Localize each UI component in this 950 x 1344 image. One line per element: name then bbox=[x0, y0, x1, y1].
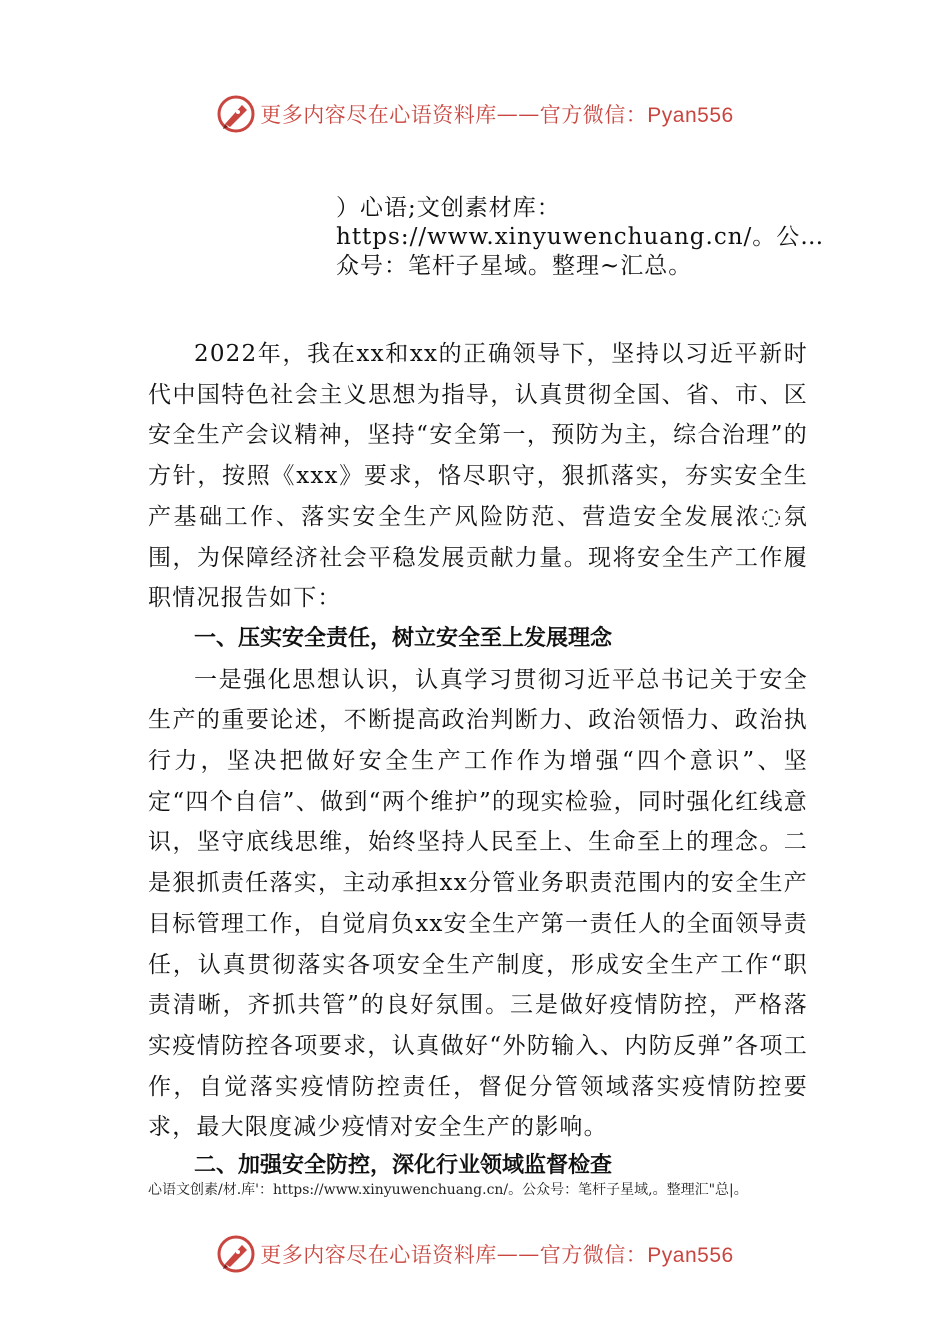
banner-separator: —— bbox=[496, 1242, 540, 1266]
footnote: 心语文创素/材.库'：https://www.xinyuwenchuang.cn/。公众号：笔杆子星域,。整理汇"总|。 bbox=[148, 1182, 748, 1198]
banner-text: 更多内容尽在心语资料库 bbox=[260, 1243, 497, 1267]
intro-paragraph: 2022年，我在xx和xx的正确领导下，坚持以习近平新时代中国特色社会主义思想为指导，认真贯彻全国、省、市、区安全生产会议精神，坚持“安全第一，预防为主，综合治理”的方针，按照《xxx》要求，恪尽职守，狠抓落实，夯实安全生产基础工作、落实安全生产风险防范、营造安全发展浓◌氛围，为保障经济社会平稳发展贡献力量。现将安全生产工作履职情况报告如下： bbox=[148, 341, 808, 612]
banner-text: 更多内容尽在心语资料库 bbox=[260, 103, 497, 127]
pen-nib-icon bbox=[216, 94, 256, 134]
footer-banner bbox=[0, 1230, 950, 1278]
reference-note: ）心语;文创素材库：https://www.xinyuwenchuang.cn/。公…众号：笔杆子星域。整理~汇总。 bbox=[336, 195, 825, 279]
banner-separator: —— bbox=[496, 102, 540, 126]
section-1-body: 一是强化思想认识，认真学习贯彻习近平总书记关于安全生产的重要论述，不断提高政治判断力、政治领悟力、政治执行力，坚决把做好安全生产工作作为增强“四个意识”、坚定“四个自信”、做到“两个维护”的现实检验，同时强化红线意识，坚守底线思维，始终坚持人民至上、生命至上的理念。二是狠抓责任落实，主动承担xx分管业务职责范围内的安全生产目标管理工作，自觉肩负xx安全生产第一责任人的全面领导责任，认真贯彻落实各项安全生产制度，形成安全生产工作“职责清晰，齐抓共管”的良好氛围。三是做好疫情防控，严格落实疫情防控各项要求，认真做好“外防输入、内防反弹”各项工作，自觉落实疫情防控责任，督促分管领域落实疫情防控要求，最大限度减少疫情对安全生产的影响。 bbox=[148, 666, 808, 1141]
header-banner bbox=[0, 90, 950, 138]
banner-wechat: 官方微信：Pyan556 bbox=[539, 104, 734, 127]
pen-nib-icon bbox=[216, 1234, 256, 1274]
section-1-heading: 一、压实安全责任，树立安全至上发展理念 bbox=[194, 625, 613, 651]
document-body bbox=[148, 334, 808, 1184]
section-2-heading: 二、加强安全防控，深化行业领域监督检查 bbox=[194, 1153, 613, 1179]
banner-wechat: 官方微信：Pyan556 bbox=[539, 1244, 734, 1267]
